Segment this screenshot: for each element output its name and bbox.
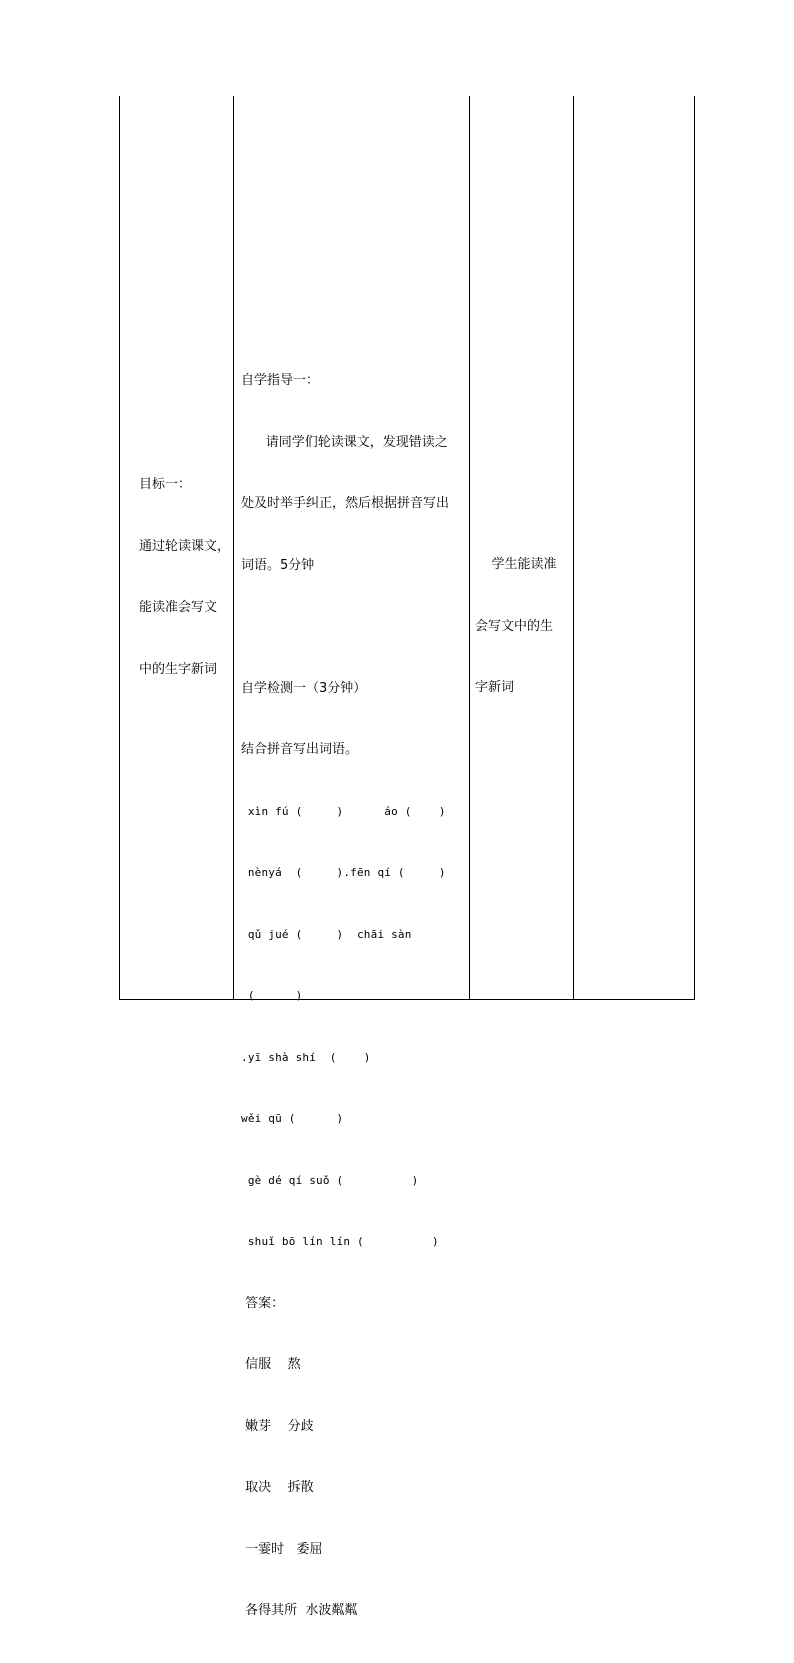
pinyin-line: gè dé qí suǒ ( )	[241, 1173, 419, 1187]
guide-cell	[241, 330, 471, 1663]
answer-line: 信服 熬	[241, 1357, 301, 1372]
goal-line: 目标一：	[139, 477, 192, 492]
pinyin-line: shuǐ bō lín lín ( )	[241, 1235, 439, 1248]
empty-notes-cell	[574, 96, 694, 999]
pinyin-line: wěi qū ( )	[241, 1112, 344, 1125]
pinyin-line: xìn fú ( ) áo ( )	[241, 804, 446, 818]
outcome-line: 会写文中的生	[475, 618, 554, 634]
pinyin-line: qǔ jué ( ) chāi sàn	[241, 927, 412, 941]
goal-line: 能读准会写文	[139, 600, 218, 615]
blank-line	[241, 617, 471, 638]
goal-line: 中的生字新词	[139, 661, 218, 677]
test-instruction: 结合拼音写出词语。	[241, 742, 359, 757]
answer-line: 一霎时 委屈	[241, 1541, 323, 1557]
guide-line: 请同学们轮读课文，发现错读之	[241, 434, 448, 450]
goal-line: 通过轮读课文，	[139, 538, 231, 554]
guide-line: 词语。5分钟	[241, 557, 315, 573]
outcome-line: 学生能读准	[475, 557, 557, 572]
outcome-cell	[475, 514, 575, 740]
test-title: 自学检测一（3分钟）	[241, 680, 367, 696]
guide-line: 处及时举手纠正，然后根据拼音写出	[241, 496, 450, 511]
pinyin-line: nènyá ( ).fēn qí ( )	[241, 866, 446, 879]
pinyin-line: .yī shà shí ( )	[241, 1050, 371, 1064]
goal-cell	[139, 434, 234, 721]
guide-title: 自学指导一：	[241, 373, 320, 388]
table-border-left	[119, 96, 120, 1000]
answer-line: 各得其所 水波粼粼	[241, 1603, 358, 1618]
answer-line: 取决 拆散	[241, 1480, 314, 1495]
answer-label: 答案：	[241, 1295, 285, 1311]
outcome-line: 字新词	[475, 680, 515, 695]
lesson-plan-table	[119, 96, 695, 1618]
table-border-right	[694, 96, 695, 1000]
answer-line: 嫩芽 分歧	[241, 1418, 314, 1434]
pinyin-line: ( )	[241, 989, 303, 1002]
